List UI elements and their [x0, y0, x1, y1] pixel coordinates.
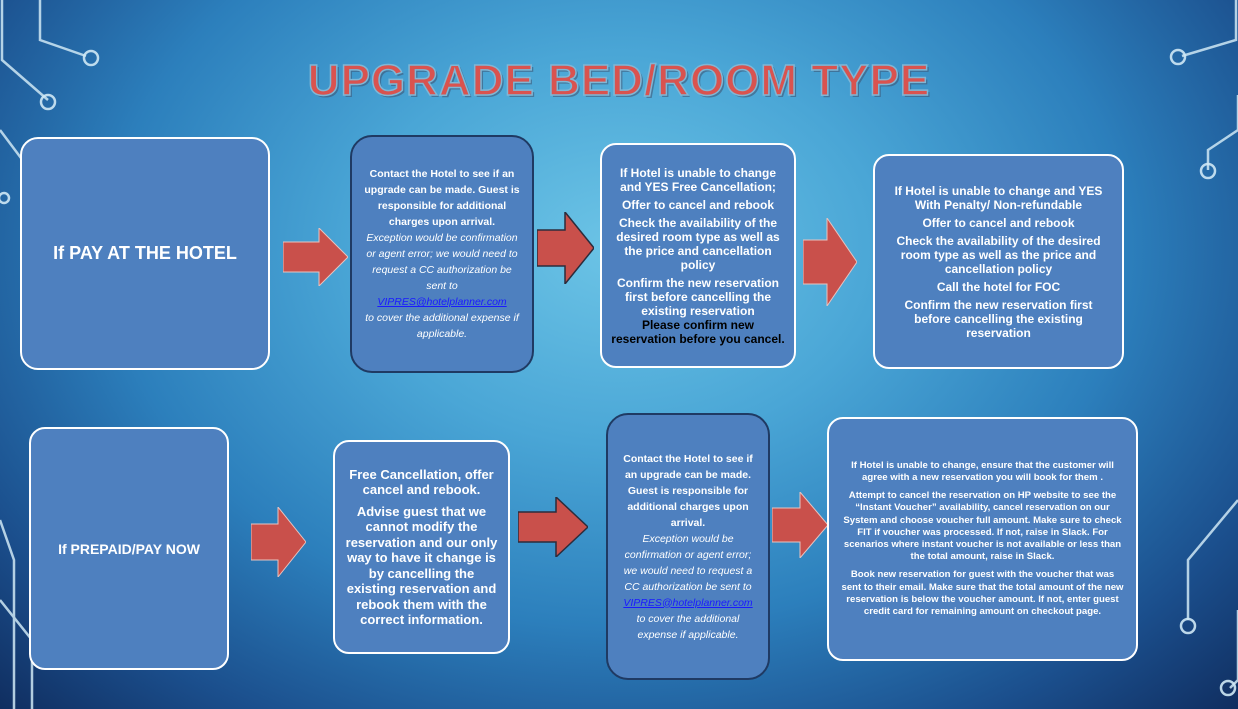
arrow-right-icon [537, 212, 594, 284]
arrow-right-icon [283, 228, 348, 286]
confirm-reservation-text: Confirm the new reservation first before cancelling the existing reservation [904, 297, 1093, 340]
please-confirm-note: Please confirm new reservation before you cancel. [611, 317, 785, 346]
prepaid-label: If PREPAID/PAY NOW [58, 540, 200, 557]
penalty-box [873, 154, 1124, 369]
contact-hotel-text: Contact the Hotel to see if an upgrade can be made. Guest is responsible for additional charges upon arrival. [623, 452, 753, 529]
additional-expense-text: to cover the additional expense if applicable. [636, 612, 740, 641]
contact-hotel-text: Contact the Hotel to see if an upgrade can be made. Guest is responsible for additional charges upon arrival. [364, 168, 520, 228]
exception-text: Exception would be confirmation or agent error; we would need to request a CC authorization be sent to [366, 232, 518, 292]
unable-to-change-box [827, 417, 1138, 661]
free-cancellation-heading: If Hotel is unable to change and YES Free Cancellation; [619, 165, 777, 194]
additional-expense-text: to cover the additional expense if applicable. [365, 312, 519, 340]
arrow-right-icon [772, 492, 828, 558]
check-availability-text: Check the availability of the desired room type as well as the price and cancellation policy [616, 215, 780, 272]
call-hotel-text: Call the hotel for FOC [936, 279, 1061, 294]
agree-new-reservation-text: If Hotel is unable to change, ensure that the customer will agree with a new reservation you will book for them . [851, 459, 1114, 483]
arrow-right-icon [251, 507, 306, 577]
confirm-reservation-text: Confirm the new reservation first before cancelling the existing reservation [616, 275, 780, 318]
instant-voucher-text: Attempt to cancel the reservation on HP website to see the “Instant Voucher” availability, cancel reservation on our System and choose voucher full amount. Make sure to check FIT if voucher was processed. If not, raise in Slack. For scenarios where instant voucher is not available or less than the total amount, raise in Slack. [843, 490, 1122, 563]
free-cancellation-box [600, 143, 796, 368]
advise-guest-text: Advise guest that we cannot modify the reservation and our only way to have it change is by cancelling the existing reservation and rebook them with the correct information. [345, 503, 498, 627]
prepaid-free-cancellation-box [333, 440, 510, 654]
prepaid-box [29, 427, 229, 670]
prepaid-contact-hotel-box [606, 413, 770, 680]
page-title: UPGRADE BED/ROOM TYPE [307, 56, 931, 105]
offer-rebook-text: Offer to cancel and rebook [621, 197, 775, 212]
arrow-right-icon [518, 497, 588, 557]
book-new-reservation-text: Book new reservation for guest with the voucher that was sent to their email. Make sure that the total amount of the new reservation is below the voucher amount. If not, enter guest credit card for remaining amount on checkout page. [841, 569, 1124, 618]
check-availability-text: Check the availability of the desired room type as well as the price and cancellation policy [896, 233, 1101, 276]
offer-rebook-text: Offer to cancel and rebook [922, 215, 1075, 230]
contact-hotel-box [350, 135, 534, 373]
email-link[interactable]: VIPRES@hotelplanner.com [623, 596, 753, 609]
pay-at-hotel-label: If PAY AT THE HOTEL [53, 243, 237, 263]
penalty-heading: If Hotel is unable to change and YES With Penalty/ Non-refundable [894, 183, 1103, 212]
pay-at-hotel-box [20, 137, 270, 370]
exception-text: Exception would be confirmation or agent error; we would need to request a CC authorization be sent to [623, 532, 753, 593]
free-cancellation-heading: Free Cancellation, offer cancel and rebook. [349, 466, 494, 497]
email-link[interactable]: VIPRES@hotelplanner.com [377, 296, 507, 308]
arrow-right-icon [803, 218, 857, 306]
